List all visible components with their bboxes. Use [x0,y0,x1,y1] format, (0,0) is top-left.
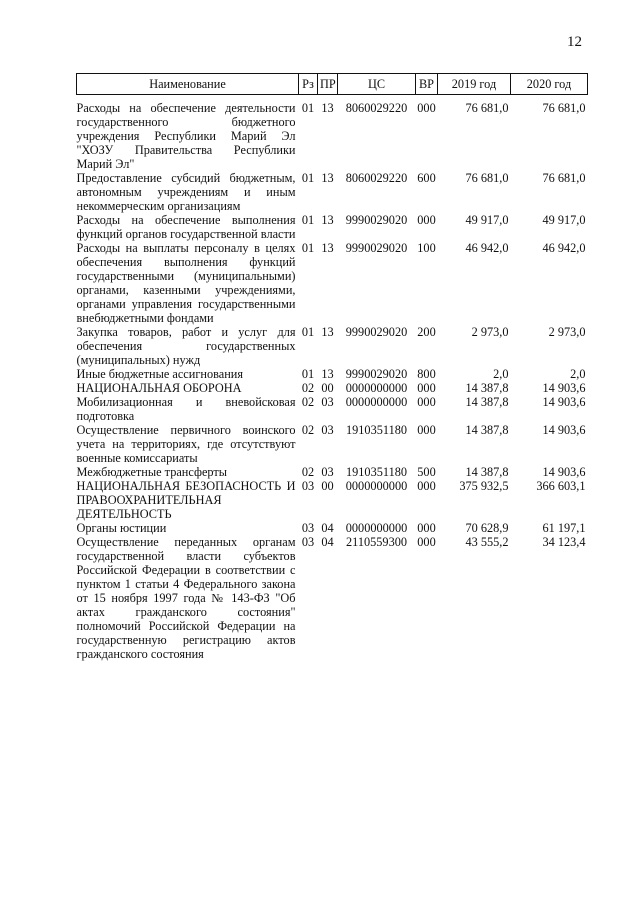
row-name: Расходы на выплаты персоналу в целях обеспечения выполнения функций государственными (муниципальными) органами, казенными учреждениями, органами управления государственными внебюджетными фондами [76,241,296,325]
header-cs: ЦС [338,74,416,95]
row-cs: 0000000000 [345,521,408,535]
row-vr: 800 [417,367,436,381]
row-name: Межбюджетные трансферты [76,465,228,479]
row-2019-value: 70 628,9 [465,521,509,535]
row-vr: 000 [417,101,436,115]
row-2020-value: 2 973,0 [548,325,586,339]
row-2019-value: 14 387,8 [465,395,509,409]
row-2020-value: 34 123,4 [542,535,586,549]
row-2019-value: 43 555,2 [465,535,509,549]
table-row [77,381,588,395]
row-cs: 8060029220 [345,171,408,185]
row-pr: 03 [321,465,334,479]
row-pr: 13 [321,241,334,255]
row-cs: 9990029020 [345,241,408,255]
row-pr: 13 [321,367,334,381]
header-pr: ПР [318,74,338,95]
row-2019-value: 46 942,0 [465,241,509,255]
header-rz: Рз [299,74,318,95]
table-row [77,535,588,661]
row-pr: 13 [321,213,334,227]
row-rz: 02 [301,423,315,437]
row-name: Осуществление первичного воинского учета на территориях, где отсутствуют военные комиссариаты [76,423,296,465]
row-2019-value: 49 917,0 [465,213,509,227]
row-rz: 03 [301,521,315,535]
row-2020-value: 366 603,1 [536,479,586,493]
row-pr: 13 [321,101,334,115]
row-rz: 01 [301,367,315,381]
row-name: Иные бюджетные ассигнования [76,367,244,381]
row-vr: 000 [417,381,436,395]
row-2020-value: 49 917,0 [542,213,586,227]
row-name: Расходы на обеспечение деятельности государственного бюджетного учреждения Республики Марий Эл "ХОЗУ Правительства Республики Марий Эл" [76,101,296,171]
row-vr: 000 [417,479,436,493]
page-number: 12 [567,34,582,50]
row-2019-value: 14 387,8 [465,423,509,437]
row-rz: 03 [301,479,315,493]
row-pr: 04 [321,521,334,535]
row-cs: 9990029020 [345,367,408,381]
table-row [77,423,588,465]
row-rz: 01 [301,101,315,115]
table-row [77,213,588,241]
row-pr: 03 [321,395,334,409]
row-name: НАЦИОНАЛЬНАЯ ОБОРОНА [76,381,242,395]
table-row [77,95,588,172]
row-pr: 13 [321,171,334,185]
row-cs: 2110559300 [345,535,408,549]
row-vr: 100 [417,241,436,255]
row-vr: 600 [417,171,436,185]
row-pr: 00 [321,381,334,395]
row-vr: 000 [417,521,436,535]
row-rz: 03 [301,535,315,549]
table-row [77,395,588,423]
row-name: Мобилизационная и вневойсковая подготовка [76,395,296,423]
row-cs: 0000000000 [345,479,408,493]
row-2019-value: 14 387,8 [465,381,509,395]
row-cs: 0000000000 [345,395,408,409]
row-vr: 500 [417,465,436,479]
row-2019-value: 76 681,0 [465,171,509,185]
row-cs: 8060029220 [345,101,408,115]
row-rz: 02 [301,395,315,409]
row-rz: 02 [301,465,315,479]
row-2019-value: 2 973,0 [471,325,509,339]
header-vr: ВР [416,74,438,95]
row-name: Расходы на обеспечение выполнения функций органов государственной власти [76,213,296,241]
row-rz: 01 [301,213,315,227]
table-row [77,367,588,381]
row-cs: 0000000000 [345,381,408,395]
row-vr: 000 [417,395,436,409]
table-row [77,241,588,325]
row-cs: 9990029020 [345,325,408,339]
row-2020-value: 46 942,0 [542,241,586,255]
row-name: Осуществление переданных органам государственной власти субъектов Российской Федерации в соответствии с пунктом 1 статьи 4 Федерального закона от 15 ноября 1997 года № 143-ФЗ "Об актах гражданского состояния" полномочий Российской Федерации на государственную регистрацию актов гражданского состояния [76,535,296,661]
table-header [77,74,588,95]
row-name: Предоставление субсидий бюджетным, автономным учреждениям и иным некоммерческим организациям [76,171,296,213]
row-2019-value: 2,0 [493,367,509,381]
row-2020-value: 76 681,0 [542,101,586,115]
row-2019-value: 14 387,8 [465,465,509,479]
row-vr: 000 [417,535,436,549]
row-vr: 200 [417,325,436,339]
budget-table [76,73,588,661]
row-rz: 01 [301,171,315,185]
row-2019-value: 375 932,5 [459,479,509,493]
header-2020: 2020 год [511,74,588,95]
table-body [77,95,588,662]
row-2020-value: 14 903,6 [542,423,586,437]
row-rz: 01 [301,241,315,255]
row-2020-value: 14 903,6 [542,395,586,409]
row-2019-value: 76 681,0 [465,101,509,115]
row-2020-value: 76 681,0 [542,171,586,185]
table-row [77,325,588,367]
row-cs: 9990029020 [345,213,408,227]
table-row [77,465,588,479]
row-pr: 03 [321,423,334,437]
row-rz: 01 [301,325,315,339]
row-cs: 1910351180 [345,465,408,479]
table-row [77,171,588,213]
table-row [77,521,588,535]
row-pr: 13 [321,325,334,339]
row-name: Органы юстиции [76,521,167,535]
row-pr: 04 [321,535,334,549]
row-2020-value: 61 197,1 [542,521,586,535]
row-vr: 000 [417,213,436,227]
row-2020-value: 2,0 [570,367,586,381]
row-name: НАЦИОНАЛЬНАЯ БЕЗОПАСНОСТЬ И ПРАВООХРАНИТЕЛЬНАЯ ДЕЯТЕЛЬНОСТЬ [76,479,296,521]
row-cs: 1910351180 [345,423,408,437]
header-2019: 2019 год [438,74,511,95]
header-name: Наименование [77,74,299,95]
table-row [77,479,588,521]
row-name: Закупка товаров, работ и услуг для обеспечения государственных (муниципальных) нужд [76,325,296,367]
row-pr: 00 [321,479,334,493]
row-vr: 000 [417,423,436,437]
row-2020-value: 14 903,6 [542,381,586,395]
row-2020-value: 14 903,6 [542,465,586,479]
row-rz: 02 [301,381,315,395]
